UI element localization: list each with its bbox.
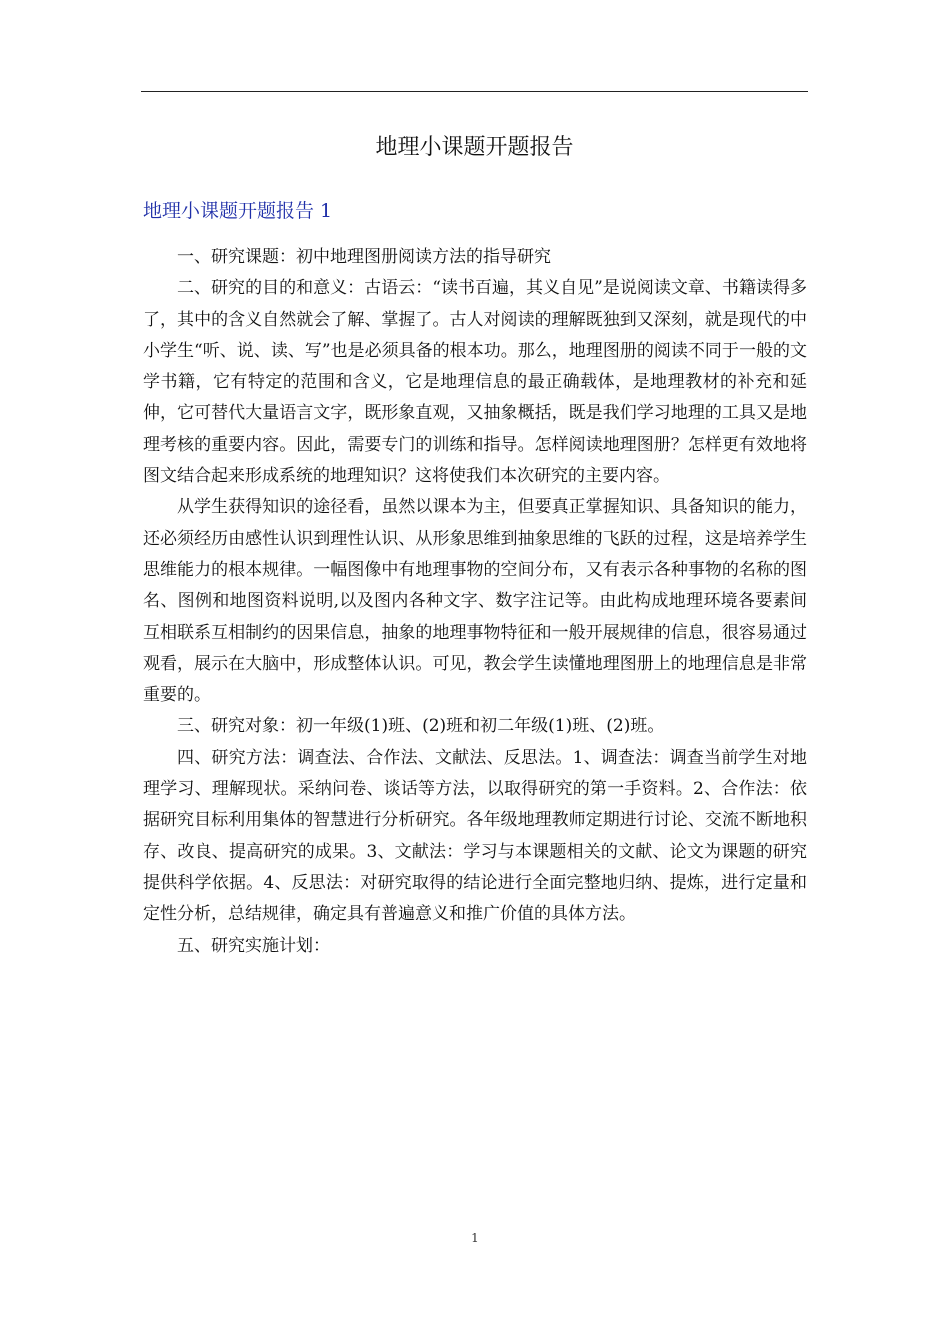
section-heading: 地理小课题开题报告 1 xyxy=(143,200,333,222)
paragraph-knowledge: 从学生获得知识的途径看，虽然以课本为主，但要真正掌握知识、具备知识的能力，还必须经历由感性认识到理性认识、从形象思维到抽象思维的飞跃的过程，这是培养学生思维能力的根本规律。一幅图像中有地理事物的空间分布，又有表示各种事物的名称的图名、图例和地图资料说明,以及图内各种文字、数字注记等。由此构成地理环境各要素间互相联系互相制约的因果信息，抽象的地理事物特征和一般开展规律的信息，很容易通过观看，展示在大脑中，形成整体认识。可见，教会学生读懂地理图册上的地理信息是非常重要的。 xyxy=(143,497,807,706)
header-rule xyxy=(141,91,808,92)
page-number: 1 xyxy=(471,1231,479,1245)
paragraph-purpose: 二、研究的目的和意义：古语云：“读书百遍，其义自见”是说阅读文章、书籍读得多了，其中的含义自然就会了解、掌握了。古人对阅读的理解既独到又深刻，就是现代的中小学生“听、说、读、写”也是必须具备的根本功。那么，地理图册的阅读不同于一般的文学书籍，它有特定的范围和含义，它是地理信息的最正确载体，是地理教材的补充和延伸，它可替代大量语言文字，既形象直观，又抽象概括，既是我们学习地理的工具又是地理考核的重要内容。因此，需要专门的训练和指导。怎样阅读地理图册？怎样更有效地将图文结合起来形成系统的地理知识？这将使我们本次研究的主要内容。 xyxy=(143,278,807,487)
paragraph-topic: 一、研究课题：初中地理图册阅读方法的指导研究 xyxy=(177,247,551,267)
paragraph-methods: 四、研究方法：调查法、合作法、文献法、反思法。1、调查法：调查当前学生对地理学习、理解现状。采纳问卷、谈话等方法，以取得研究的第一手资料。2、合作法：依据研究目标利用集体的智慧进行分析研究。各年级地理教师定期进行讨论、交流不断地积存、改良、提高研究的成果。3、文献法：学习与本课题相关的文献、论文为课题的研究提供科学依据。4、反思法：对研究取得的结论进行全面完整地归纳、提炼，进行定量和定性分析，总结规律，确定具有普遍意义和推广价值的具体方法。 xyxy=(143,747,807,925)
document-title: 地理小课题开题报告 xyxy=(375,135,574,160)
paragraph-plan: 五、研究实施计划： xyxy=(177,935,330,956)
document-body xyxy=(143,242,807,962)
paragraph-subjects: 三、研究对象：初一年级(1)班、(2)班和初二年级(1)班、(2)班。 xyxy=(177,716,665,737)
